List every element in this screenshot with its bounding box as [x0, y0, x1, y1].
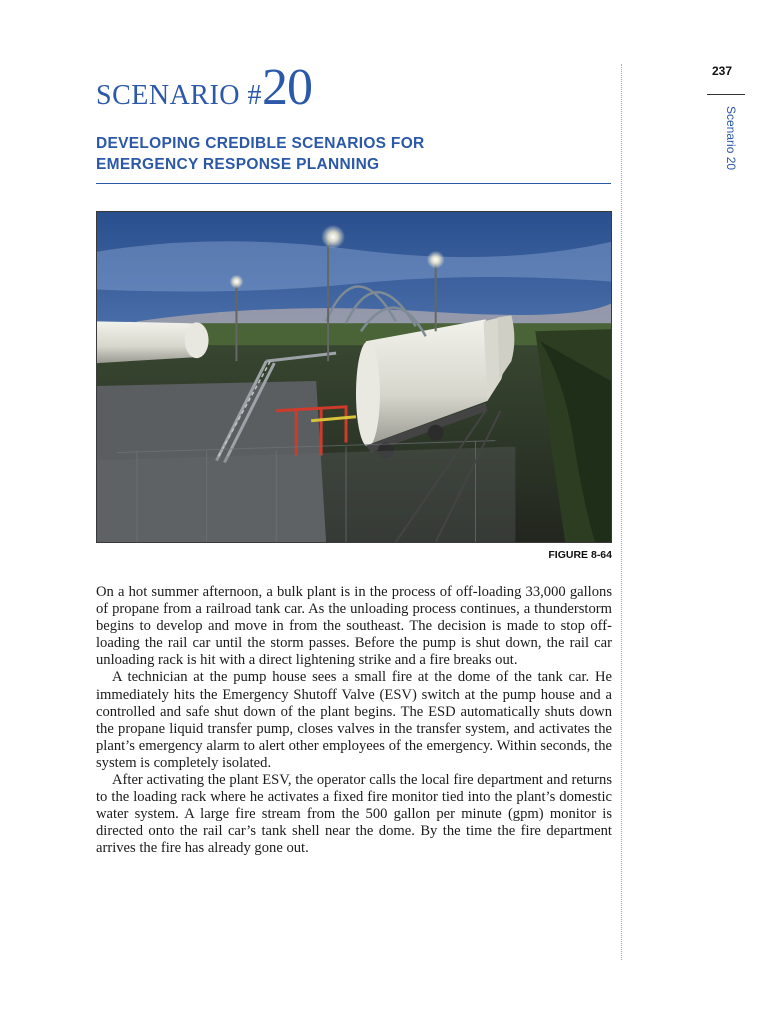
body-text — [96, 584, 612, 858]
scenario-heading — [96, 59, 313, 116]
paragraph: On a hot summer afternoon, a bulk plant is in the process of off-loading 33,000 gallons of propane from a railroad tank car. As the unloading process continues, a thunderstorm begins to develop and move in from the southeast. The decision is made to stop off-loading the rail car until the storm passes. Before the pump is shut down, the rail car unloading rack is hit with a direct lightening strike and a fire breaks out. — [96, 584, 612, 669]
heading-number: 20 — [262, 59, 313, 116]
heading-word: SCENARIO # — [96, 80, 263, 111]
subtitle-line-1: DEVELOPING CREDIBLE SCENARIOS FOR — [96, 135, 425, 152]
side-section-label: Scenario 20 — [724, 106, 738, 171]
figure-photo-propane-railcar — [96, 211, 612, 543]
paragraph: A technician at the pump house sees a small fire at the dome of the tank car. He immediately hits the Emergency Shutoff Valve (ESV) switch at the pump house and a controlled and safe shut down of the plant begins. The ESD automatically shuts down the propane liquid transfer pump, closes valves in the transfer system, and activates the plant’s emergency alarm to alert other employees of the emergency. Within seconds, the system is completely isolated. — [96, 669, 612, 771]
title-rule — [96, 183, 611, 184]
figure-caption: FIGURE 8-64 — [548, 549, 612, 561]
paragraph: After activating the plant ESV, the operator calls the local fire department and returns to the loading rack where he activates a fixed fire monitor tied into the plant’s domestic water system. A large fire stream from the 500 gallon per minute (gpm) monitor is directed onto the rail car’s tank shell near the dome. By the time the fire department arrives the fire has already gone out. — [96, 772, 612, 857]
margin-separator — [621, 64, 622, 960]
scenario-subtitle — [96, 133, 596, 175]
subtitle-line-2: EMERGENCY RESPONSE PLANNING — [96, 156, 380, 173]
page-number-rule — [707, 94, 745, 95]
page-number: 237 — [711, 64, 733, 78]
